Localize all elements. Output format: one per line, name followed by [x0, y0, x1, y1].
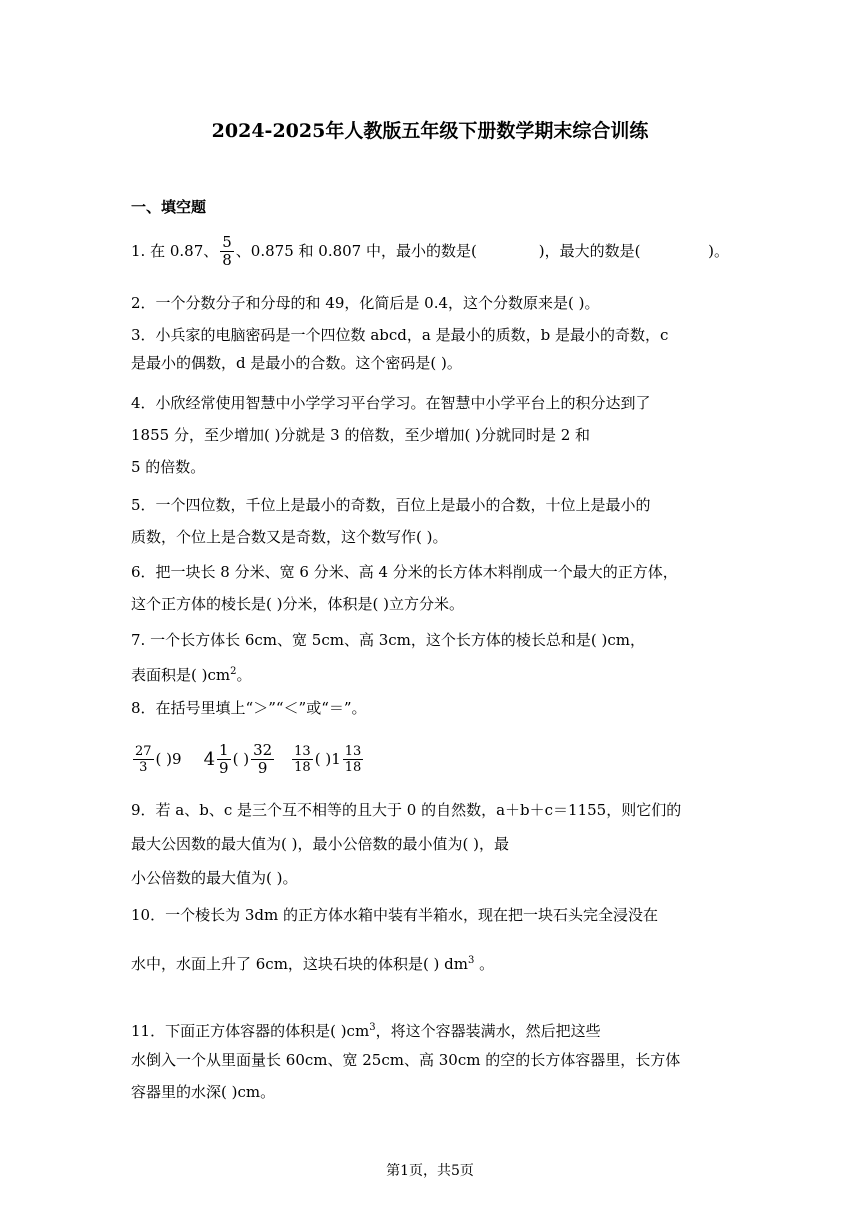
- fraction-1-13-18: $\frac{13}{18}$: [344, 743, 362, 775]
- fraction-32-9: $\frac{32}{9}$: [253, 740, 273, 777]
- fraction-5-8: $\frac{5}{8}$: [222, 232, 232, 269]
- question-10: 10．一个棱长为 3dm 的正方体水箱中装有半箱水，现在把一块石头完全浸没在 水中，水面上升了 6cm，这块石块的体积是( ) $dm^3$ 。: [131, 906, 658, 973]
- question-9: 9．若 a、b、c 是三个互不相等的且大于 0 的自然数，a＋b＋c＝1155，则它们的 最大公因数的最大值为( )，最小公倍数的最小值为( )，最 小公倍数的最大值为( )。: [131, 801, 682, 887]
- question-3: 3．小兵家的电脑密码是一个四位数 abcd，a 是最小的质数，b 是最小的奇数，c 是最小的偶数，d 是最小的合数。这个密码是( )。: [131, 326, 669, 372]
- page-title: 2024-2025年人教版五年级下册数学期末综合训练: [211, 120, 649, 142]
- question-1: 1. 在 0.87、 $\frac{5}{8}$ 、0.875 和 0.807 中，最小的数是( )，最大的数是( )。: [131, 232, 729, 269]
- page-footer: 第1页，共5页: [386, 1163, 474, 1179]
- fraction-13-18: $\frac{13}{18}$: [294, 743, 311, 775]
- question-2: 2．一个分数分子和分母的和 49，化简后是 0.4，这个分数原来是( )。: [131, 294, 600, 312]
- question-6: 6．把一块长 8 分米、宽 6 分米、高 4 分米的长方体木料削成一个最大的正方体， 这个正方体的棱长是( )分米，体积是( )立方分米。: [131, 563, 678, 613]
- fraction-1-9: $\frac{1}{9}$: [219, 740, 229, 777]
- question-8: 8．在括号里填上“＞”“＜”或“＝”。: [131, 699, 367, 717]
- blank-2: ( ): [232, 750, 250, 768]
- fraction-27-3: $\frac{27}{3}$: [135, 743, 152, 775]
- blank-1: ( ): [155, 750, 173, 768]
- question-4: 4．小欣经常使用智慧中小学学习平台学习。在智慧中小学平台上的积分达到了 1855 分，至少增加( )分就是 3 的倍数，至少增加( )分就同时是 2 和 5 的倍数。: [131, 394, 651, 476]
- question-11: 11．下面正方体容器的体积是( )$cm^3$，将这个容器装满水，然后把这些 水倒入一个从里面量长 60cm、宽 25cm、高 30cm 的空的长方体容器里，长方体 容器里的水深( )cm。: [131, 1022, 681, 1101]
- question-5: 5．一个四位数，千位上是最小的奇数，百位上是最小的合数，十位上是最小的 质数，个位上是合数又是奇数，这个数写作( )。: [131, 496, 651, 546]
- question-7: 7. 一个长方体长 6cm、宽 5cm、高 3cm，这个长方体的棱长总和是( )cm， 表面积是( )$cm^2$。: [131, 631, 645, 684]
- section-heading: 一、填空题: [131, 198, 207, 216]
- blank-3: ( ): [314, 750, 332, 768]
- comparison-row: $\frac{27}{3}$ ( ) 9 4 $\frac{1}{9}$ ( ) $\frac{32}{9}$ $\frac{13}{18}$ ( ) 1 $\frac{13}{18}$: [135, 740, 362, 777]
